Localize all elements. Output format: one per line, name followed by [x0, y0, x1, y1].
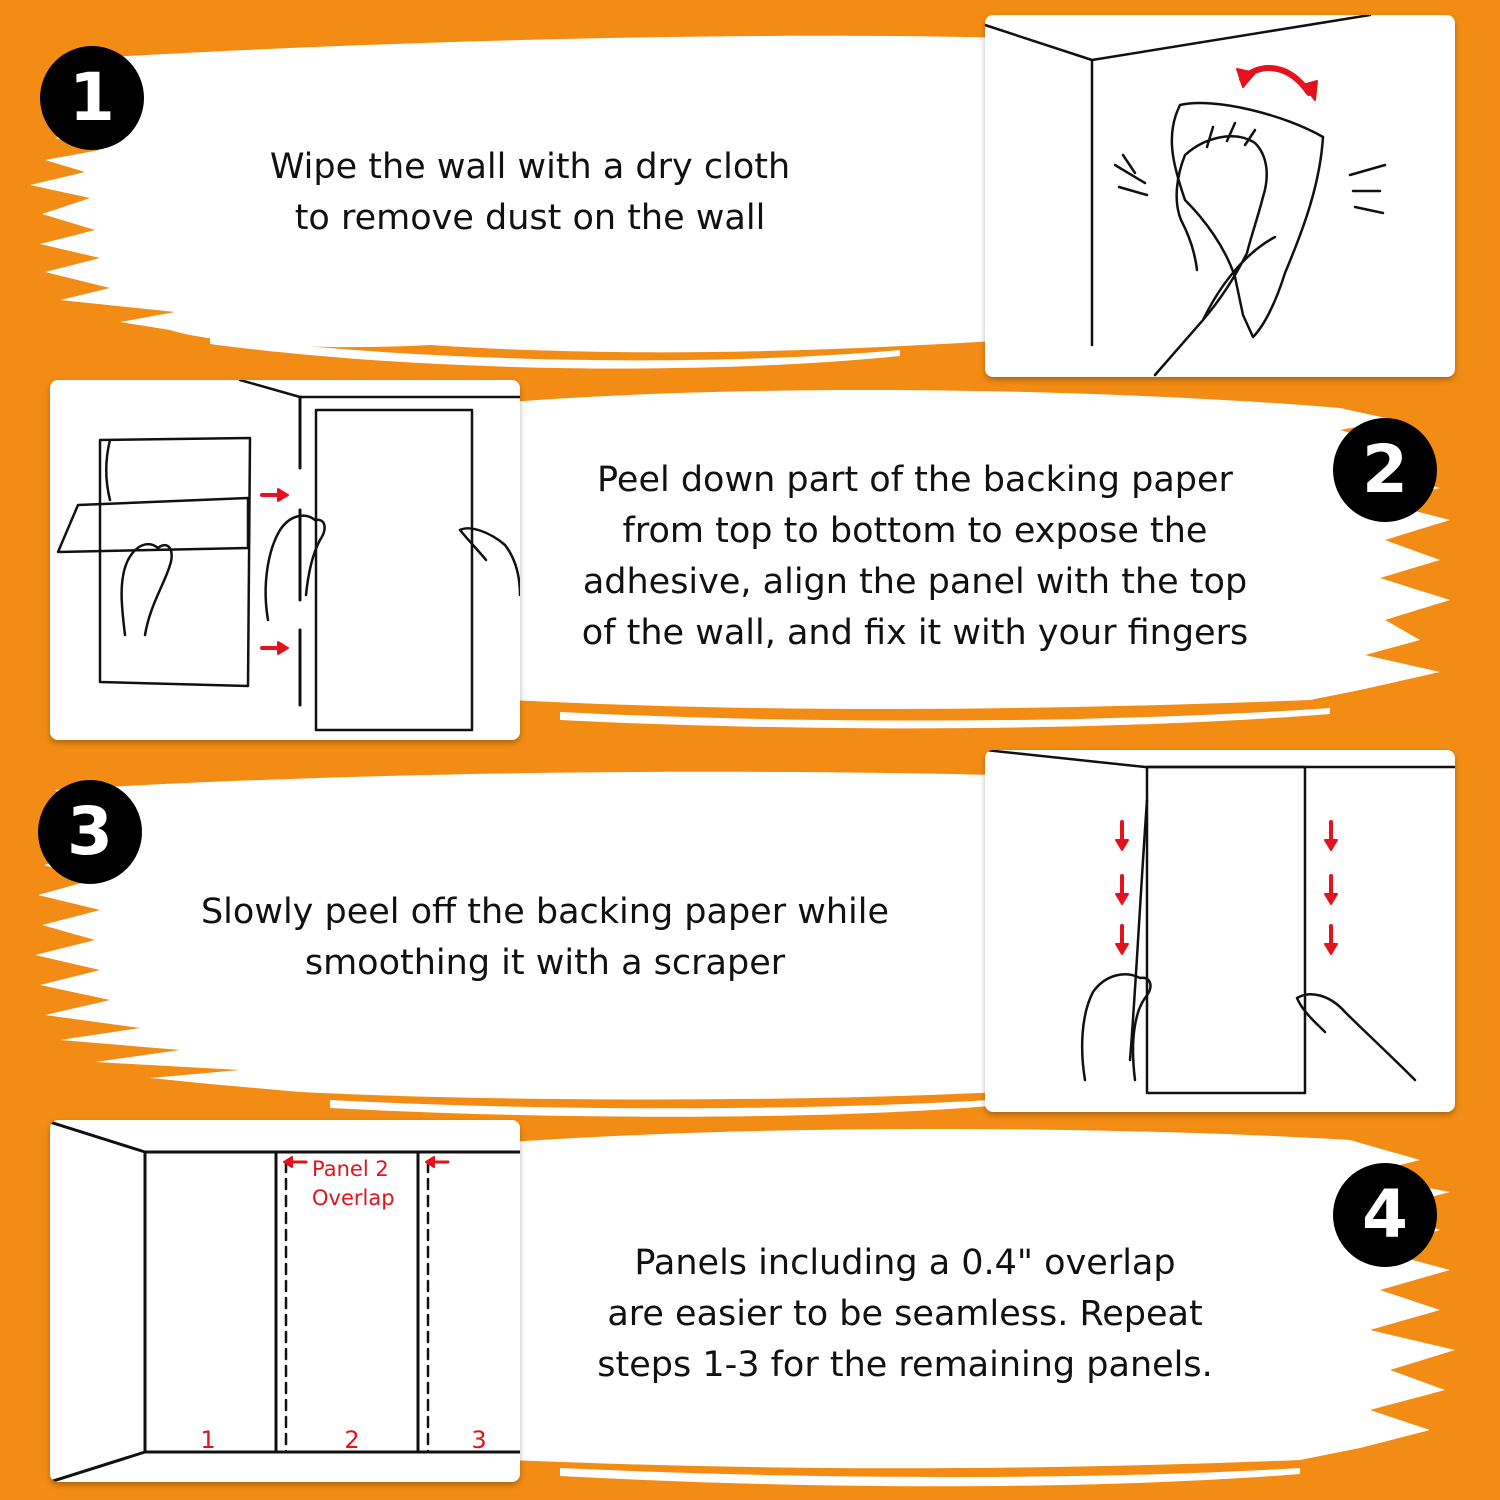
step-3-line-1: Slowly peel off the backing paper while	[200, 892, 890, 932]
backing-paper-edge	[1130, 800, 1147, 1060]
left-hand-icon	[1082, 974, 1150, 1080]
right-hand-icon	[460, 528, 520, 595]
peel-curve	[106, 440, 110, 500]
hand-finger-lines	[1207, 123, 1255, 147]
down-arrow-head	[1116, 894, 1128, 904]
step-1-illustration	[985, 15, 1455, 377]
step-3-instruction	[145, 887, 945, 989]
panel-number-2: 2	[344, 1426, 360, 1454]
panel-number-3: 3	[471, 1426, 487, 1454]
step-3-number-badge: 3	[38, 780, 142, 884]
down-arrow-head	[1325, 840, 1337, 850]
step-2-line-2: from top to bottom to expose the	[622, 511, 1208, 551]
step-4-illustration	[50, 1120, 520, 1482]
down-arrow-head	[1325, 894, 1337, 904]
panel-outline	[1147, 767, 1305, 1093]
overlap-label-line-1: Panel 2	[312, 1157, 389, 1181]
step-2-instruction	[540, 455, 1290, 659]
hand-icon	[1155, 136, 1275, 375]
wall-ceiling-line	[240, 380, 520, 397]
step-4-line-3: steps 1-3 for the remaining panels.	[597, 1345, 1213, 1385]
step-4-number-badge: 4	[1333, 1163, 1437, 1267]
right-arrow-head-top	[278, 489, 288, 501]
step-2-line-1: Peel down part of the backing paper	[597, 460, 1233, 500]
step-1-line-2: to remove dust on the wall	[294, 198, 766, 238]
step-1-line-1: Wipe the wall with a dry cloth	[269, 147, 791, 187]
step-1-instruction	[230, 142, 830, 244]
overlap-label-line-2: Overlap	[312, 1186, 395, 1210]
step-4-line-1: Panels including a 0.4" overlap	[634, 1243, 1176, 1283]
wall-ceiling-line	[985, 750, 1455, 767]
step-3-illustration	[985, 750, 1455, 1112]
step-2-line-4: of the wall, and fix it with your fingers	[581, 613, 1249, 653]
down-arrow-head	[1116, 944, 1128, 954]
step-4-line-2: are easier to be seamless. Repeat	[607, 1294, 1203, 1334]
motion-lines-right	[1350, 165, 1385, 213]
panel-number-1: 1	[200, 1426, 216, 1454]
panel-outline	[316, 410, 472, 730]
step-1-number-badge: 1	[40, 46, 144, 150]
step-4-instruction	[560, 1238, 1250, 1391]
down-arrow-head	[1116, 840, 1128, 850]
right-hand-icon	[1297, 994, 1415, 1080]
step-2-line-3: adhesive, align the panel with the top	[582, 562, 1248, 602]
step-2-illustration	[50, 380, 520, 740]
step-2-number-badge: 2	[1333, 418, 1437, 522]
motion-lines-left	[1115, 155, 1147, 195]
step-3-line-2: smoothing it with a scraper	[304, 943, 786, 983]
right-arrow-head-bottom	[278, 642, 288, 654]
down-arrow-head	[1325, 944, 1337, 954]
left-hand-icon	[122, 544, 172, 635]
arrow-head-left	[1237, 69, 1255, 87]
backing-paper-sheet	[100, 438, 250, 686]
